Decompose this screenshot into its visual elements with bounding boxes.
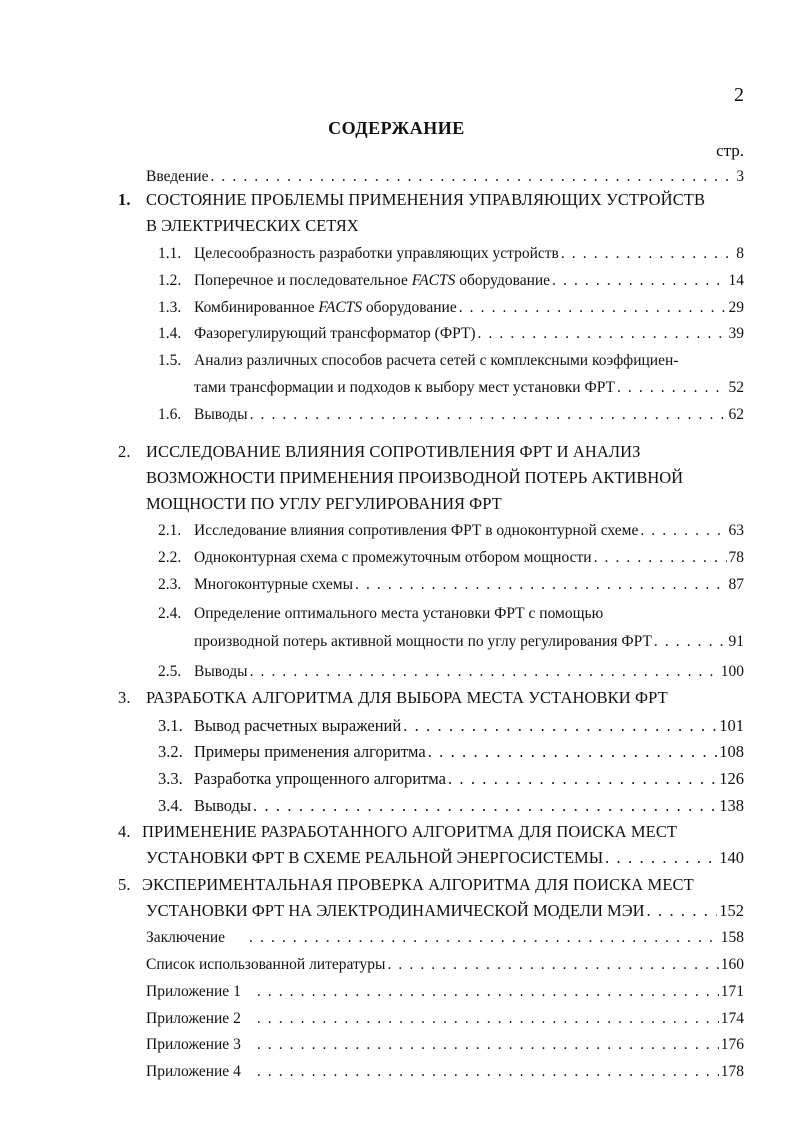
- toc-entry-1-6[interactable]: [158, 406, 744, 424]
- toc-entry-2-4[interactable]: [158, 605, 744, 623]
- toc-entry-appendix-4[interactable]: [146, 1063, 744, 1081]
- entry-page: 8: [736, 245, 744, 262]
- chapter-title-line1: ИССЛЕДОВАНИЕ ВЛИЯНИЯ СОПРОТИВЛЕНИЯ ФРТ И АНАЛИЗ: [146, 442, 641, 461]
- section-number: 2.3.: [158, 576, 182, 593]
- entry-title: Примеры применения алгоритма: [194, 742, 426, 761]
- chapter-2-title-line3: МОЩНОСТИ ПО УГЛУ РЕГУЛИРОВАНИЯ ФРТ: [146, 494, 502, 513]
- toc-entry-2-4-cont[interactable]: [194, 633, 744, 651]
- entry-title: Выводы: [194, 406, 248, 423]
- entry-title: Приложение 3: [146, 1036, 241, 1053]
- facts-term: FACTS: [318, 299, 363, 316]
- toc-chapter-5[interactable]: [118, 875, 694, 895]
- entry-page: 78: [728, 549, 744, 566]
- toc-chapter-5-cont[interactable]: [146, 901, 744, 921]
- dot-leader: [640, 522, 726, 540]
- dot-leader: [257, 1063, 719, 1081]
- toc-entry-intro[interactable]: [146, 168, 744, 186]
- section-number: 1.5.: [158, 352, 182, 369]
- chapter-title-line1: ПРИМЕНЕНИЕ РАЗРАБОТАННОГО АЛГОРИТМА ДЛЯ ПОИСКА МЕСТ: [142, 822, 678, 841]
- section-number: 3.4.: [158, 796, 183, 815]
- entry-title: Выводы: [194, 663, 248, 680]
- chapter-number: 2.: [118, 442, 131, 461]
- facts-term: FACTS: [411, 272, 456, 289]
- dot-leader: [561, 245, 734, 263]
- chapter-title-line2: УСТАНОВКИ ФРТ В СХЕМЕ РЕАЛЬНОЙ ЭНЕРГОСИСТЕМЫ: [146, 848, 604, 867]
- section-number: 1.4.: [158, 325, 182, 342]
- dot-leader: [617, 379, 727, 397]
- entry-title: Поперечное и последовательное FACTS оборудование: [194, 272, 551, 289]
- dot-leader: [605, 848, 717, 868]
- entry-page: 39: [728, 325, 744, 342]
- entry-page: 108: [719, 742, 744, 761]
- toc-title: СОДЕРЖАНИЕ: [328, 118, 465, 138]
- entry-page: 152: [719, 901, 744, 920]
- entry-page: 126: [719, 769, 744, 788]
- entry-title-line2: тами трансформации и подходов к выбору мест установки ФРТ: [194, 379, 615, 396]
- section-number: 1.6.: [158, 406, 182, 423]
- entry-page: 62: [728, 406, 744, 423]
- entry-page: 158: [720, 929, 744, 946]
- toc-entry-references[interactable]: [146, 956, 744, 974]
- toc-entry-1-4[interactable]: [158, 325, 744, 343]
- toc-entry-2-2[interactable]: [158, 549, 744, 567]
- entry-page: 176: [720, 1036, 744, 1053]
- dot-leader: [403, 716, 717, 736]
- entry-title: Исследование влияния сопротивления ФРТ в одноконтурной схеме: [194, 522, 639, 539]
- dot-leader: [459, 299, 727, 317]
- page-number: 2: [734, 84, 744, 106]
- dot-leader: [210, 168, 734, 186]
- toc-entry-appendix-3[interactable]: [146, 1036, 744, 1054]
- entry-title-line1: Определение оптимального места установки ФРТ с помощью: [194, 605, 604, 622]
- chapter-number: 5.: [118, 875, 131, 894]
- dot-leader: [654, 633, 727, 651]
- entry-title: Разработка упрощенного алгоритма: [194, 769, 446, 788]
- entry-title: Приложение 2: [146, 1010, 241, 1027]
- entry-title: Список использованной литературы: [146, 956, 386, 973]
- toc-chapter-4-cont[interactable]: [146, 848, 744, 868]
- dot-leader: [257, 983, 719, 1001]
- chapter-number: 3.: [118, 688, 131, 707]
- entry-title: Комбинированное FACTS оборудование: [194, 299, 457, 316]
- dot-leader: [594, 549, 727, 567]
- entry-title: Одноконтурная схема с промежуточным отбором мощности: [194, 549, 592, 566]
- entry-page: 63: [728, 522, 744, 539]
- dot-leader: [250, 663, 719, 681]
- entry-page: 87: [728, 576, 744, 593]
- entry-page: 138: [719, 796, 744, 815]
- chapter-number: 1.: [118, 190, 131, 209]
- toc-entry-appendix-2[interactable]: [146, 1010, 744, 1028]
- toc-chapter-4[interactable]: [118, 822, 677, 842]
- dot-leader: [257, 1010, 719, 1028]
- chapter-title-line1: ЭКСПЕРИМЕНТАЛЬНАЯ ПРОВЕРКА АЛГОРИТМА ДЛЯ ПОИСКА МЕСТ: [142, 875, 694, 894]
- dot-leader: [387, 956, 718, 974]
- toc-entry-appendix-1[interactable]: [146, 983, 744, 1001]
- chapter-title-line1: РАЗРАБОТКА АЛГОРИТМА ДЛЯ ВЫБОРА МЕСТА УСТАНОВКИ ФРТ: [146, 688, 668, 707]
- toc-entry-1-2[interactable]: [158, 272, 744, 290]
- dot-leader: [257, 1036, 719, 1054]
- chapter-2-title-line2: ВОЗМОЖНОСТИ ПРИМЕНЕНИЯ ПРОИЗВОДНОЙ ПОТЕРЬ АКТИВНОЙ: [146, 468, 684, 487]
- dot-leader: [448, 769, 717, 789]
- toc-entry-2-1[interactable]: [158, 522, 744, 540]
- toc-chapter-1[interactable]: [118, 190, 705, 210]
- toc-entry-1-5-cont[interactable]: [194, 379, 744, 397]
- toc-entry-2-5[interactable]: [158, 663, 744, 681]
- section-number: 1.3.: [158, 299, 182, 316]
- entry-title: Многоконтурные схемы: [194, 576, 354, 593]
- section-number: 3.1.: [158, 716, 183, 735]
- entry-page: 174: [720, 1010, 744, 1027]
- entry-title: Вывод расчетных выражений: [194, 716, 402, 735]
- section-number: 1.1.: [158, 245, 182, 262]
- section-number: 1.2.: [158, 272, 182, 289]
- entry-page: 100: [720, 663, 744, 680]
- toc-entry-conclusion[interactable]: [146, 929, 744, 947]
- dot-leader: [250, 406, 727, 424]
- page-column-label: стр.: [716, 141, 744, 160]
- toc-entry-1-1[interactable]: [158, 245, 744, 263]
- entry-page: 171: [720, 983, 744, 1000]
- entry-page: 101: [719, 716, 744, 735]
- dot-leader: [552, 272, 726, 290]
- entry-title: Введение: [146, 168, 209, 185]
- toc-entry-3-1[interactable]: [158, 716, 744, 736]
- dot-leader: [253, 796, 717, 816]
- entry-page: 140: [719, 848, 744, 867]
- entry-page: 178: [720, 1063, 744, 1080]
- toc-chapter-3[interactable]: [118, 688, 668, 708]
- toc-entry-3-3[interactable]: [158, 769, 744, 789]
- toc-entry-1-3[interactable]: [158, 299, 744, 317]
- entry-page: 14: [728, 272, 744, 289]
- entry-title: Выводы: [194, 796, 252, 815]
- section-number: 2.5.: [158, 663, 182, 680]
- section-number: 2.1.: [158, 522, 182, 539]
- entry-title: Заключение: [146, 929, 226, 946]
- toc-chapter-2[interactable]: [118, 442, 641, 462]
- entry-title-line2: производной потерь активной мощности по углу регулирования ФРТ: [194, 633, 652, 650]
- entry-page: 52: [728, 379, 744, 396]
- toc-entry-3-4[interactable]: [158, 796, 744, 816]
- entry-title-line1: Анализ различных способов расчета сетей с комплексными коэффициен-: [194, 352, 679, 369]
- entry-title: Целесообразность разработки управляющих устройств: [194, 245, 559, 262]
- toc-entry-2-3[interactable]: [158, 576, 744, 594]
- chapter-number: 4.: [118, 822, 131, 841]
- dot-leader: [647, 901, 718, 921]
- entry-title: Фазорегулирующий трансформатор (ФРТ): [194, 325, 476, 342]
- entry-page: 91: [728, 633, 744, 650]
- section-number: 2.4.: [158, 605, 182, 622]
- toc-entry-3-2[interactable]: [158, 742, 744, 762]
- toc-entry-1-5[interactable]: [158, 352, 744, 370]
- entry-title: Приложение 1: [146, 983, 241, 1000]
- chapter-title-line1: СОСТОЯНИЕ ПРОБЛЕМЫ ПРИМЕНЕНИЯ УПРАВЛЯЮЩИХ УСТРОЙСТВ: [146, 190, 706, 209]
- dot-leader: [249, 929, 719, 947]
- dot-leader: [428, 742, 718, 762]
- entry-page: 3: [736, 168, 744, 185]
- section-number: 3.3.: [158, 769, 183, 788]
- section-number: 2.2.: [158, 549, 182, 566]
- dot-leader: [355, 576, 726, 594]
- entry-title: Приложение 4: [146, 1063, 241, 1080]
- chapter-title-line2: УСТАНОВКИ ФРТ НА ЭЛЕКТРОДИНАМИЧЕСКОЙ МОДЕЛИ МЭИ: [146, 901, 645, 920]
- chapter-1-title-line2: В ЭЛЕКТРИЧЕСКИХ СЕТЯХ: [146, 216, 359, 235]
- section-number: 3.2.: [158, 742, 183, 761]
- entry-page: 160: [720, 956, 744, 973]
- dot-leader: [478, 325, 727, 343]
- entry-page: 29: [728, 299, 744, 316]
